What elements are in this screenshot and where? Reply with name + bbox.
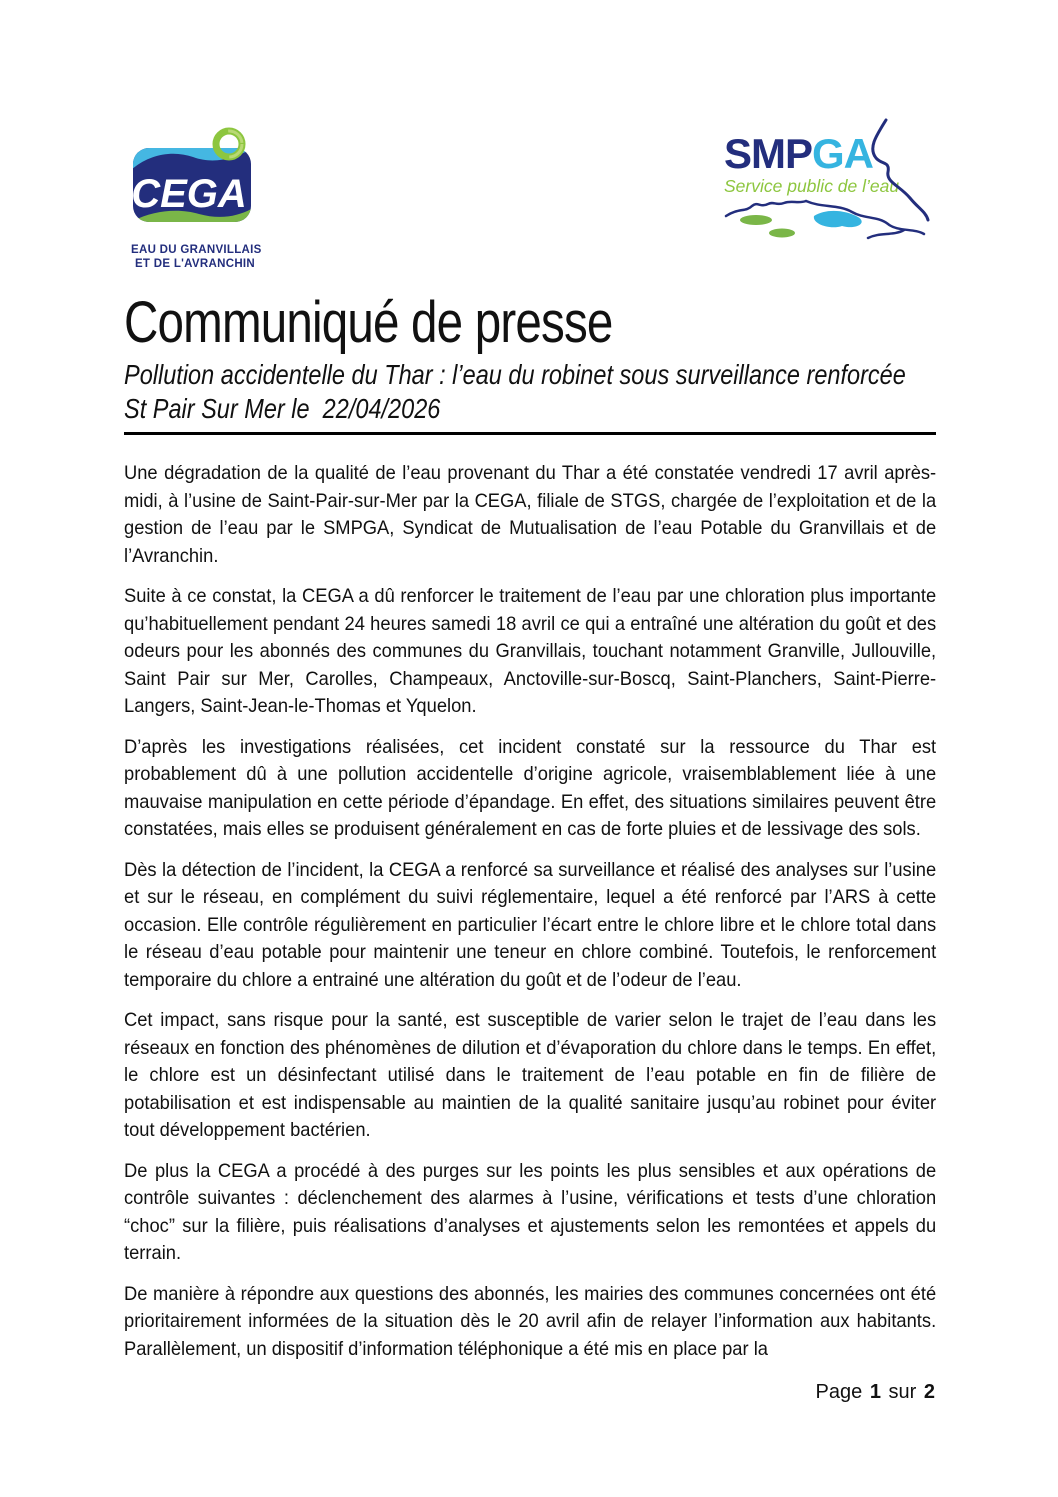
body-paragraph: Suite à ce constat, la CEGA a dû renforcer le traitement de l’eau par une chloration plus importante qu’habituellement pendant 24 heures samedi 18 avril ce qui a entraîné une altération du goût et des odeurs pour les abonnés des communes du Granvillais, touchant notamment Granville, Jullouville, Saint Pair sur Mer, Carolles, Champeaux, Anctoville-sur-Boscq, Saint-Planchers, Saint-Pierre-Langers, Saint-Jean-le-Thomas et Yquelon. <box>124 585 937 717</box>
smpga-acronym-dark: SMP <box>724 130 813 177</box>
body-paragraph: D’après les investigations réalisées, cet incident constaté sur la ressource du Thar est probablement dû à une pollution accidentelle d’origine agricole, vraisemblablement liée à une mauvaise manipulation en cette période d’épandage. En effet, des situations similaires peuvent être constatées, mais elles se produisent généralement en cas de forte pluies et de lessivage des sols. <box>124 735 937 840</box>
page-title: Communiqué de presse <box>124 290 613 355</box>
header-logos <box>0 0 1058 270</box>
footer-current-page: 1 <box>869 1381 881 1403</box>
body-paragraph: Dès la détection de l’incident, la CEGA a renforcé sa surveillance et réalisé des analyses sur l’usine et sur le réseau, en complément du suivi réglementaire, lequel a été renforcé par l’ARS à cette occasion. Elle contrôle régulièrement en particulier l’écart entre le chlore libre et le chlore total dans le réseau d’eau potable pour maintenir une teneur en chlore combiné. Toutefois, le renforcement temporaire du chlore a entrainé une altération du goût et de l’odeur de l’eau. <box>124 858 937 991</box>
page-footer <box>814 1381 935 1404</box>
footer-page-label: Page <box>815 1381 863 1403</box>
cega-tagline-line2: ET DE L'AVRANCHIN <box>134 258 256 270</box>
footer-separator: sur <box>888 1381 917 1403</box>
body-paragraph: De manière à répondre aux questions des abonnés, les mairies des communes concernées ont été prioritairement informées de la situation dès le 20 avril afin de relayer l’information aux habitants. Parallèlement, un dispositif d’information téléphonique a été mis en place par la <box>124 1282 937 1360</box>
svg-text:SMPGA <box>724 130 874 177</box>
smpga-coastline-icon <box>726 201 806 216</box>
smpga-bottom-swirl-icon <box>868 230 904 238</box>
body-paragraph: Une dégradation de la qualité de l’eau provenant du Thar a été constatée vendredi 17 avril après-midi, à l’usine de Saint-Pair-sur-Mer par la CEGA, filiale de STGS, chargée de l’exploitation et de la gestion de l’eau par le SMPGA, Syndicat de Mutualisation de l’eau Potable du Granvillais et de l’Avranchin. <box>124 462 937 567</box>
smpga-acronym-light: GA <box>812 130 874 177</box>
cega-logo-mark <box>131 124 259 236</box>
document-body <box>124 460 936 1376</box>
title-divider <box>124 432 936 435</box>
page-subtitle: Pollution accidentelle du Thar : l’eau du robinet sous surveillance renforcée <box>124 359 906 390</box>
cega-acronym: CEGA <box>131 172 247 216</box>
smpga-land-patch-2 <box>769 229 795 238</box>
body-paragraph: Cet impact, sans risque pour la santé, est susceptible de varier selon le trajet de l’eau dans les réseaux en fonction des phénomènes de dilution et d’évaporation du chlore dans le temps. En effet, le chlore est un désinfectant utilisé dans le traitement de l’eau potable en fin de filière de potabilisation et est indispensable au maintien de la qualité sanitaire jusqu’au robinet pour éviter tout développement bactérien. <box>124 1009 937 1141</box>
smpga-tagline: Service public de l’eau <box>724 176 900 196</box>
dateline: St Pair Sur Mer le 22/04/2026 <box>124 393 441 424</box>
smpga-profile-curve-icon <box>873 120 928 220</box>
cega-tagline-line1: EAU DU GRANVILLAIS <box>131 244 262 256</box>
smpga-land-patch-1 <box>740 215 772 225</box>
title-block <box>124 292 936 443</box>
body-paragraph: De plus la CEGA a procédé à des purges sur les points les plus sensibles et aux opérations de contrôle suivantes : déclenchement des alarmes à l’usine, vérifications et tests d’une chloration “choc” sur la filière, puis réalisations d’analyses et ajustements selon les remontées et appels du terrain. <box>124 1159 937 1264</box>
cega-logo <box>131 124 262 271</box>
smpga-logo <box>718 116 930 251</box>
footer-total-pages: 2 <box>923 1381 935 1403</box>
smpga-logo-mark <box>718 116 930 246</box>
